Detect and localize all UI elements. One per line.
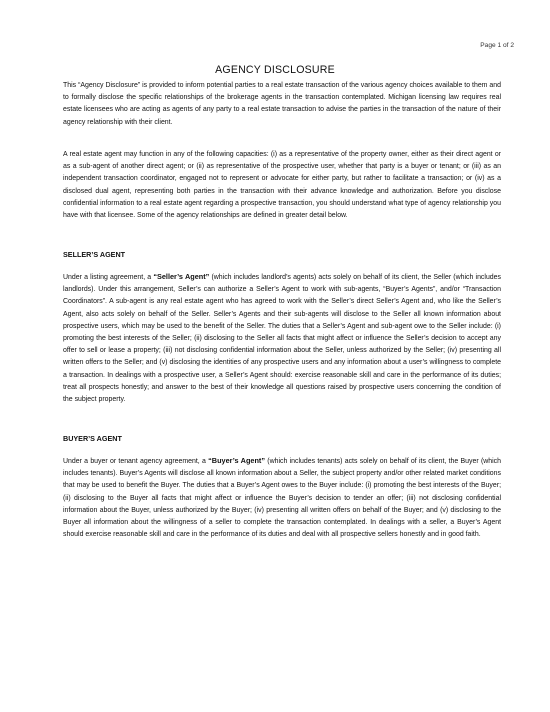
sellers-agent-text-start: Under a listing agreement, a <box>63 274 154 281</box>
sellers-agent-heading: SELLER’S AGENT <box>63 250 126 259</box>
buyers-agent-text-start: Under a buyer or tenant agency agreement, a <box>63 458 209 465</box>
page-number: Page 1 of 2 <box>480 42 514 49</box>
buyers-agent-heading: BUYER’S AGENT <box>63 434 122 443</box>
document-title: AGENCY DISCLOSURE <box>215 64 335 76</box>
buyers-agent-text-rest: (which includes tenants) acts solely on behalf of its client, the Buyer (which includes tenants). Buyer’s Agents will disclose all known information about a Seller, the subject property and/or other related market conditions that may be used to benefit the Buyer. The duties that a Buyer’s Agent owes to the Buyer include: (i) promoting the best interests of the Buyer; (ii) disclosing to the Buyer all facts that might affect or influence the Buyer’s decision to tender an offer; (iii) not disclosing confidential information about the Buyer, unless authorized by the Buyer; (iv) presenting all written offers on behalf of the Buyer; and (v) disclosing to the Buyer all information about the willingness of a seller to complete the transaction contemplated. In dealings with a seller, a Buyer’s Agent should exercise reasonable skill and care in the performance of its duties and deal with all prospective sellers honestly and in good faith. <box>63 458 501 539</box>
sellers-agent-text-rest: (which includes landlord’s agents) acts solely on behalf of its client, the Seller (which includes landlords). Under this arrangement, Seller’s can authorize a Seller’s Agent to work with sub-agents, “Buyer’s Agents”, and/or “Transaction Coordinators”. A sub-agent is any real estate agent who has agreed to work with the Seller’s direct Seller’s Agent and, who like the Seller’s Agent, also acts solely on behalf of the Seller. Seller’s Agents and their sub-agents will disclose to the Seller all known information about prospective users, which may be used to the benefit of the Seller. The duties that a Seller’s Agent and sub-agent owe to the Seller include: (i) promoting the best interests of the Seller; (ii) disclosing to the Seller all facts that might affect or influence the Seller’s decision to accept any offer to sell or lease a property; (iii) not disclosing confidential information about the Seller, unless authorized by the Seller; (iv) presenting all written offers to the Seller; and (v) disclosing the identities of any prospective users and any information about a user’s willingness to complete a transaction. In dealings with a prospective user, a Seller’s Agent should: exercise reasonable skill and care in the performance of its duties; treat all prospects honestly; and answer to the best of their knowledge all questions raised by prospective users concerning the condition of the subject property. <box>63 274 501 404</box>
buyers-agent-paragraph <box>63 455 501 541</box>
sellers-agent-paragraph <box>63 271 501 406</box>
intro-paragraph-2: A real estate agent may function in any of the following capacities: (i) as a representative of the property owner, either as their direct agent or as a sub-agent of another direct agent; or (ii) as representative of the prospective user, whether that party is a buyer or tenant; or (iii) as an independent transaction coordinator, engaged not to represent or advocate for either party, but rather to facilitate a transaction; or (iv) as a disclosed dual agent, representing both parties in the transaction with their advance knowledge and authorization. Before you disclose confidential information to a real estate agent regarding a prospective transaction, you should understand what type of agency relationship you have with that licensee. Some of the agency relationships are defined in greater detail below. <box>63 151 501 220</box>
buyers-agent-term: “Buyer’s Agent” <box>208 456 266 465</box>
sellers-agent-term: “Seller’s Agent” <box>153 272 210 281</box>
intro-paragraph-1: This “Agency Disclosure” is provided to inform potential parties to a real estate transaction of the various agency choices available to them and to formally disclose the specific relationships of the brokerage agents in the transaction contemplated. Michigan licensing law requires real estate licensees who are acting as agents of any party to a real estate transaction to advise the parties in the transaction of the nature of their agency relationship with their client. <box>63 82 501 126</box>
